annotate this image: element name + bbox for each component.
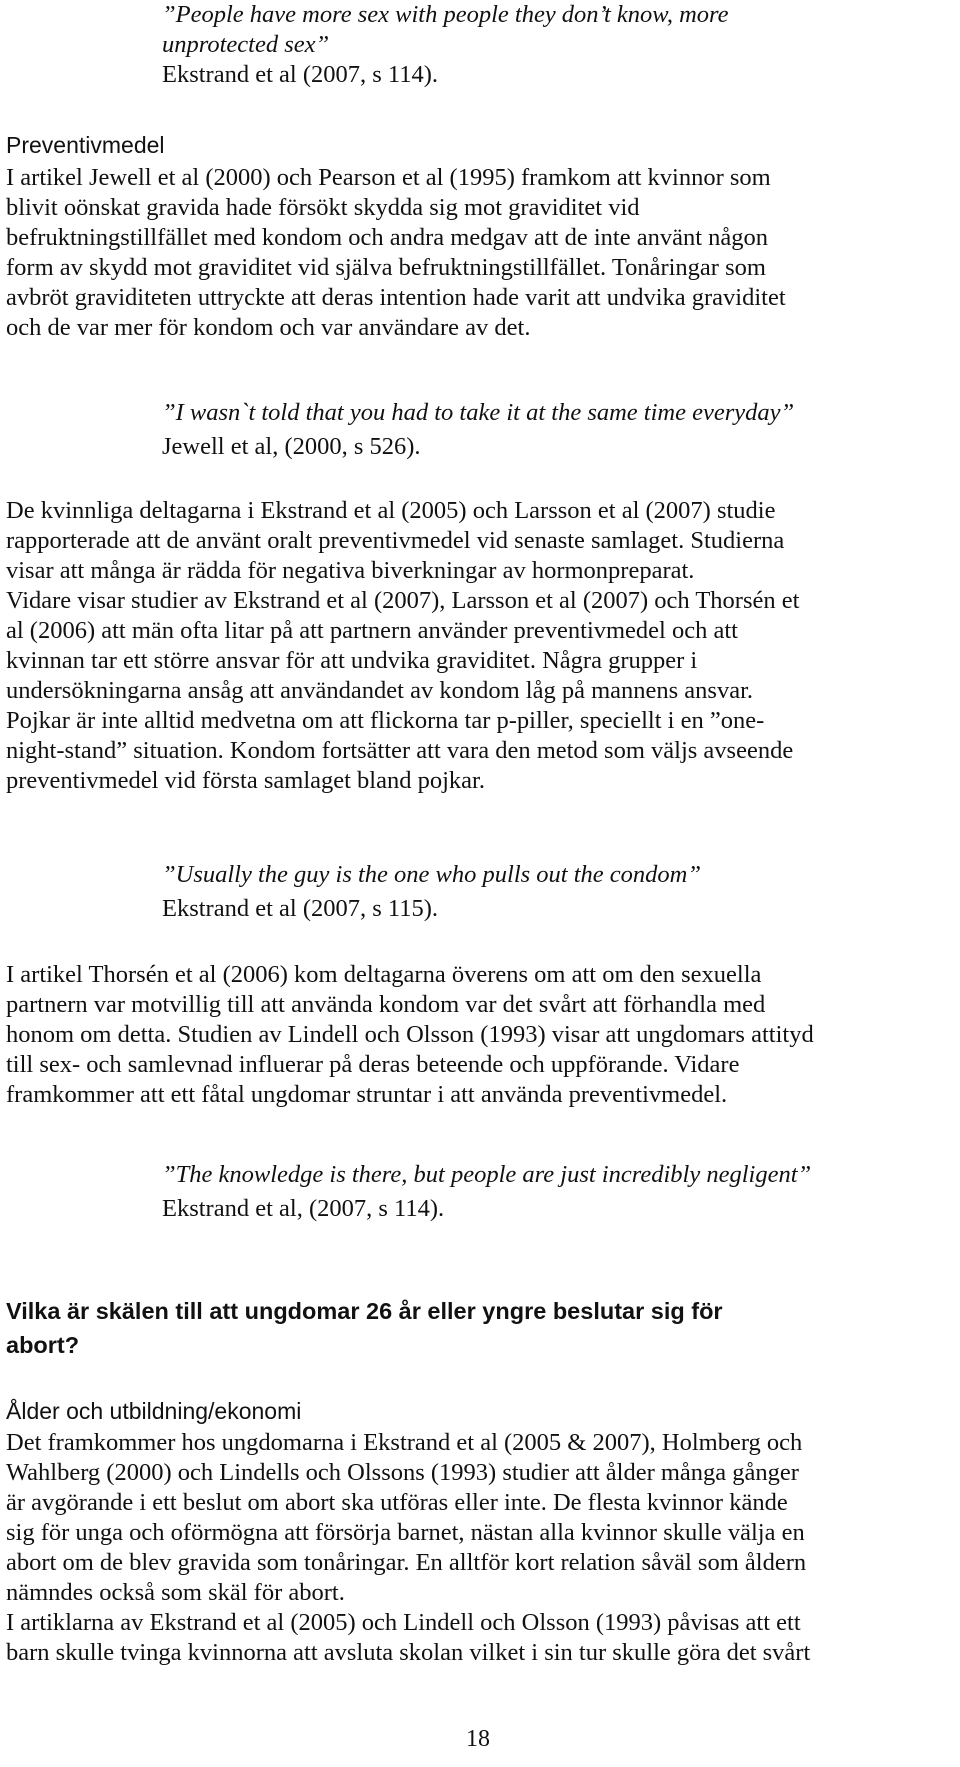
cite-line: Ekstrand et al (2007, s 114). (162, 61, 439, 88)
paragraph-line: barn skulle tvinga kvinnorna att avsluta skolan vilket i sin tur skulle göra det svårt (6, 1639, 811, 1666)
paragraph-line: till sex- och samlevnad influerar på deras beteende och uppförande. Vidare (6, 1051, 740, 1078)
paragraph-line: I artikel Thorsén et al (2006) kom deltagarna överens om att om den sexuella (6, 961, 762, 988)
paragraph-line: kvinnan tar ett större ansvar för att undvika graviditet. Några grupper i (6, 647, 698, 674)
quote-line: ”I wasn`t told that you had to take it at the same time everyday” (162, 399, 795, 426)
paragraph-line: avbröt graviditeten uttryckte att deras intention hade varit att undvika graviditet (6, 284, 786, 311)
paragraph-line: form av skydd mot graviditet vid själva befruktningstillfället. Tonåringar som (6, 254, 766, 281)
paragraph-line: Det framkommer hos ungdomarna i Ekstrand et al (2005 & 2007), Holmberg och (6, 1429, 803, 1456)
paragraph-line: night-stand” situation. Kondom fortsätter att vara den metod som väljs avseende (6, 737, 794, 764)
paragraph-line: är avgörande i ett beslut om abort ska utföras eller inte. De flesta kvinnor kände (6, 1489, 788, 1516)
paragraph-line: Vidare visar studier av Ekstrand et al (2007), Larsson et al (2007) och Thorsén et (6, 587, 800, 614)
quote-line: ”The knowledge is there, but people are just incredibly negligent” (162, 1161, 812, 1188)
paragraph-line: och de var mer för kondom och var användare av det. (6, 314, 531, 341)
paragraph-line: I artikel Jewell et al (2000) och Pearson et al (1995) framkom att kvinnor som (6, 164, 771, 191)
paragraph-line: honom om detta. Studien av Lindell och Olsson (1993) visar att ungdomars attityd (6, 1021, 814, 1048)
paragraph-line: visar att många är rädda för negativa biverkningar av hormonpreparat. (6, 557, 695, 584)
cite-line: Jewell et al, (2000, s 526). (162, 433, 421, 460)
paragraph-line: framkommer att ett fåtal ungdomar struntar i att använda preventivmedel. (6, 1081, 728, 1108)
paragraph-line: nämndes också som skäl för abort. (6, 1579, 345, 1606)
heading-line: Vilka är skälen till att ungdomar 26 år eller yngre beslutar sig för (6, 1298, 723, 1324)
paragraph-line: De kvinnliga deltagarna i Ekstrand et al (2005) och Larsson et al (2007) studie (6, 497, 776, 524)
quote-line: ”Usually the guy is the one who pulls out the condom” (162, 861, 701, 888)
heading-line: abort? (6, 1332, 80, 1358)
paragraph-line: rapporterade att de använt oralt preventivmedel vid senaste samlaget. Studierna (6, 527, 785, 554)
paragraph-line: blivit oönskat gravida hade försökt skydda sig mot graviditet vid (6, 194, 640, 221)
paragraph-line: abort om de blev gravida som tonåringar. En alltför kort relation såväl som åldern (6, 1549, 807, 1576)
paragraph-line: preventivmedel vid första samlaget bland pojkar. (6, 767, 485, 794)
quote-line: unprotected sex” (162, 31, 330, 58)
paragraph-line: befruktningstillfället med kondom och andra medgav att de inte använt någon (6, 224, 769, 251)
paragraph-line: sig för unga och oförmögna att försörja barnet, nästan alla kvinnor skulle välja en (6, 1519, 805, 1546)
subheading-line: Ålder och utbildning/ekonomi (6, 1398, 302, 1424)
paragraph-line: Wahlberg (2000) och Lindells och Olssons (1993) studier att ålder många gånger (6, 1459, 799, 1486)
page-number: 18 (466, 1726, 490, 1752)
subheading-line: Preventivmedel (6, 132, 165, 158)
quote-line: ”People have more sex with people they don’t know, more (162, 1, 729, 28)
paragraph-line: Pojkar är inte alltid medvetna om att flickorna tar p-piller, speciellt i en ”one- (6, 707, 765, 734)
paragraph-line: I artiklarna av Ekstrand et al (2005) och Lindell och Olsson (1993) påvisas att ett (6, 1609, 801, 1636)
paragraph-line: partnern var motvillig till att använda kondom var det svårt att förhandla med (6, 991, 766, 1018)
paragraph-line: al (2006) att män ofta litar på att partnern använder preventivmedel och att (6, 617, 738, 644)
cite-line: Ekstrand et al (2007, s 115). (162, 895, 439, 922)
cite-line: Ekstrand et al, (2007, s 114). (162, 1195, 445, 1222)
paragraph-line: undersökningarna ansåg att användandet av kondom låg på mannens ansvar. (6, 677, 754, 704)
